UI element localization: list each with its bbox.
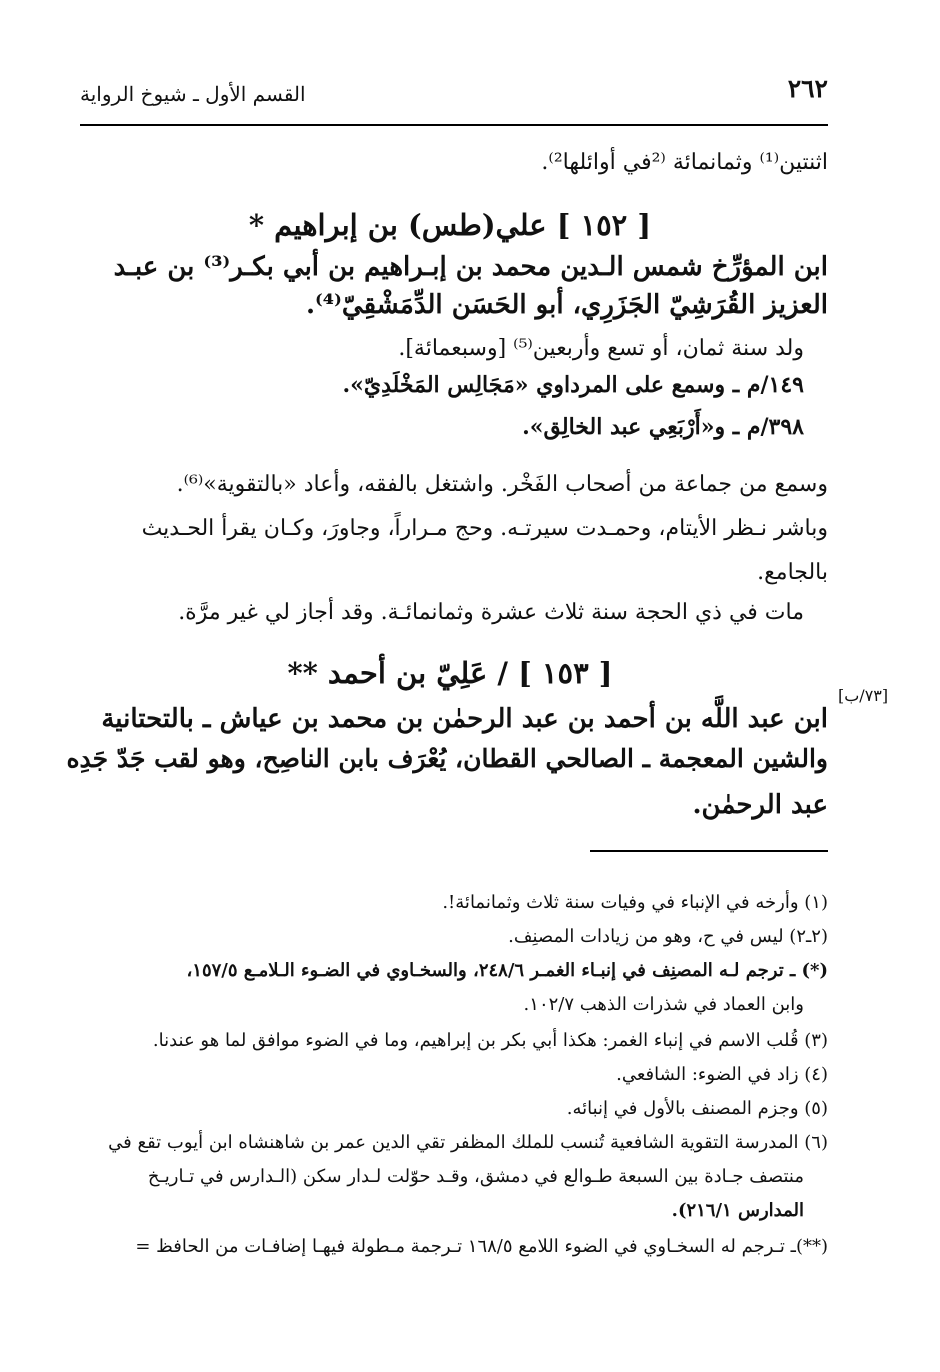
- footnote-separator: [590, 850, 828, 852]
- entry-152-line: مات في ذي الحجة سنة ثلاث عشرة وثمانمائـة. وقد أجاز لي غير مرَّة.: [178, 600, 804, 625]
- page-number: ٢٦٢: [787, 74, 828, 103]
- footnote: المدارس ٢١٦/١).: [671, 1200, 804, 1221]
- footnote: (٣) قُلب الاسم في إنباء الغمر: هكذا أبي بكر بن إبراهيم، وما في الضوء موافق لما هو عندنا.: [152, 1030, 828, 1051]
- footnote: منتصف جـادة بين السبعة طـوالع في دمشق، وقـد حوّلت لـدار سكن (الـدارس في تـاريـخ: [147, 1166, 804, 1187]
- footnote: (**)ـ تـرجم له السخـاوي في الضوء اللامع ١٦٨/٥ تـرجمة مـطولة فيهـا إضافـات من الحافظ =: [135, 1236, 828, 1257]
- footnote: (٥) وجزم المصنف بالأول في إنبائه.: [566, 1098, 828, 1119]
- entry-153-line: والشين المعجمة ـ الصالحي القطان، يُعْرَف بابن الناصِح، وهو لقب جَدّ جَدِه: [66, 744, 828, 773]
- entry-153-line: ابن عبد اللَّه بن أحمد بن عبد الرحمٰن بن محمد بن عياش ـ بالتحتانية: [101, 704, 828, 734]
- entry-152-line: العزيز القُرَشِيّ الجَزَرِي، أبو الحَسَن الدِّمَشْقِيّ⁽⁴⁾.: [305, 290, 828, 320]
- entry-152-heading: [ ١٥٢ ] علي(طس) بن إبراهيم *: [248, 208, 652, 242]
- footnote: (*) ـ ترجم لـه المصنِف في إنبـاء الغمـر ٢٤٨/٦، والسخـاوي في الضـوء الـلامـع ١٥٧/٥،: [186, 960, 828, 981]
- entry-153-heading: [ ١٥٣ ] / عَلِيّ بن أحمد **: [287, 656, 613, 690]
- continuation-line: اثنتين⁽¹⁾ وثمانمائة ⁽²في أوائلها²⁾.: [541, 150, 828, 175]
- entry-152-line: ولد سنة ثمان، أو تسع وأربعين⁽⁵⁾ [وسبعمائة].: [398, 336, 804, 361]
- entry-152-line: بالجامع.: [757, 560, 828, 585]
- entry-152-line: ١٤٩/م ـ وسمع على المرداوي «مَجَالِس المَخْلَدِيّ».: [342, 372, 804, 398]
- footnote: (٦) المدرسة التقوية الشافعية تُنسب للملك المظفر تقي الدين عمر بن شاهنشاه ابن أيوب تقع في: [108, 1132, 828, 1153]
- entry-152-line: وسمع من جماعة من أصحاب الفَخْر. واشتغل بالفقه، وأعاد «بالتقوية»⁽⁶⁾.: [176, 472, 828, 497]
- footnote: (٤) زاد في الضوء: الشافعي.: [616, 1064, 828, 1085]
- footnote: وابن العماد في شذرات الذهب ١٠٢/٧.: [523, 994, 804, 1015]
- entry-152-line: وباشر نـظر الأيتام، وحمـدت سيرتـه. وحج مـراراً، وجاورَ، وكـان يقرأ الحـديث: [141, 516, 828, 541]
- running-title: القسم الأول ـ شيوخ الرواية: [80, 82, 306, 106]
- entry-152-line: ابن المؤرِّخ شمس الـدين محمد بن إبـراهيم بن أبي بكـر⁽³⁾ بن عبـد: [113, 252, 828, 282]
- footnote: (١) وأرخه في الإنباء في وفيات سنة ثلاث وثمانمائة!.: [442, 892, 828, 913]
- entry-152-line: ٣٩٨/م ـ و«أَرْبَعِي عبد الخالِق».: [522, 414, 804, 440]
- margin-folio-reference: [٧٣/ب]: [838, 686, 889, 705]
- running-header: [80, 68, 828, 126]
- footnote: (٢ـ٢) ليس في ح، وهو من زيادات المصنِف.: [508, 926, 828, 947]
- entry-153-line: عبد الرحمٰن.: [692, 790, 828, 820]
